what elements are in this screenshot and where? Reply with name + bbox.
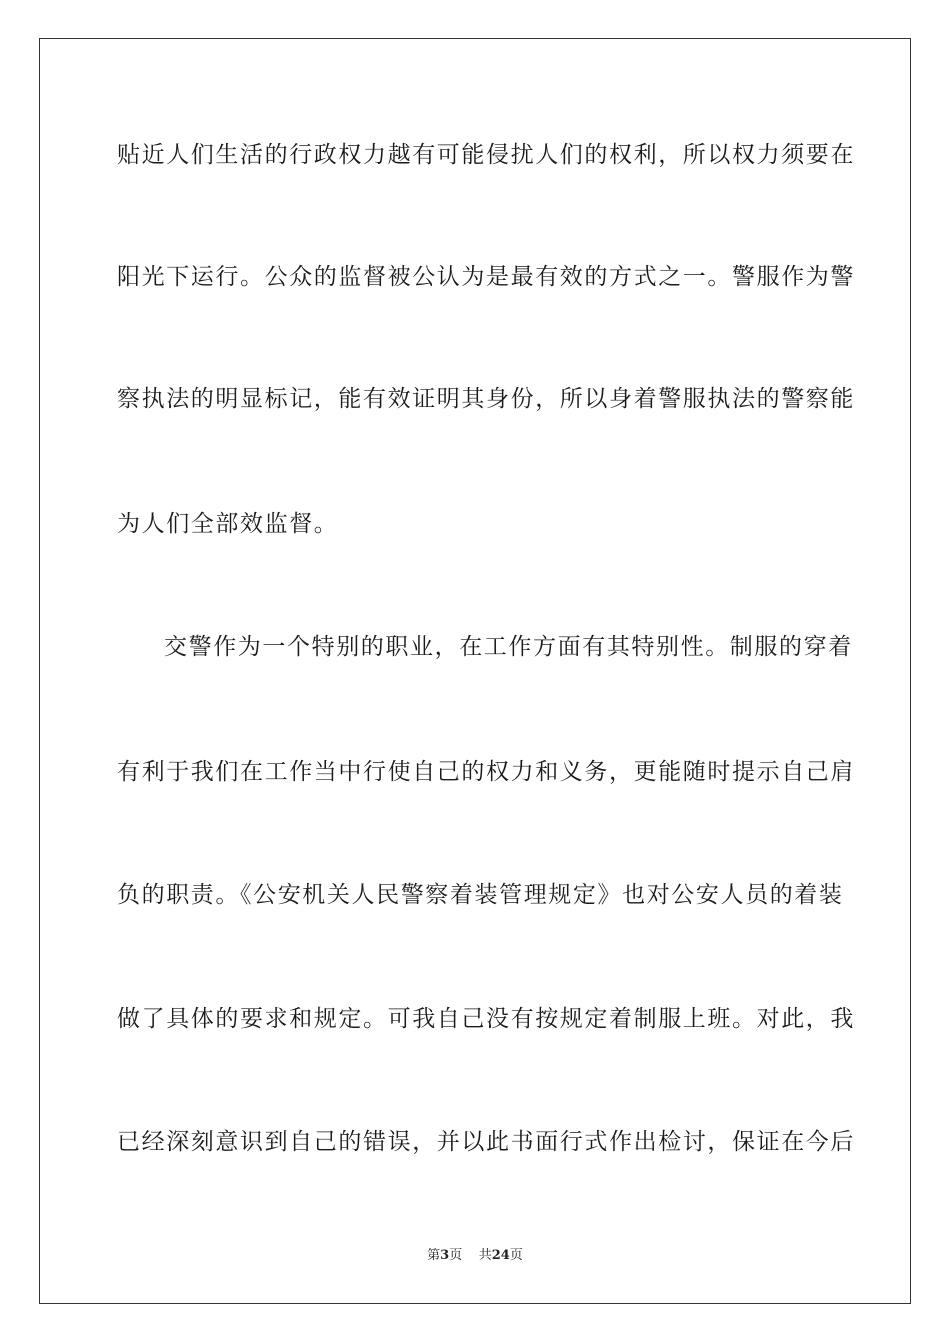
body-line-2: 阳光下运行。公众的监督被公认为是最有效的方式之一。警服作为警 [117,264,855,290]
body-line-5-paragraph-start: 交警作为一个特别的职业，在工作方面有其特别性。制服的穿着 [164,634,853,660]
body-line-3: 察执法的明显标记，能有效证明其身份，所以身着警服执法的警察能 [117,386,855,412]
footer-total-prefix: 共 [478,1248,492,1263]
footer-page-total: 24 [491,1248,510,1263]
body-line-6: 有利于我们在工作当中行使自己的权力和义务，更能随时提示自己肩 [117,759,855,785]
body-line-9: 已经深刻意识到自己的错误，并以此书面行式作出检讨，保证在今后 [117,1129,855,1155]
footer-page-current: 3 [440,1248,450,1263]
body-line-1: 贴近人们生活的行政权力越有可能侵扰人们的权利，所以权力须要在 [117,142,855,168]
page-footer [0,1246,950,1266]
body-line-8: 做了具体的要求和规定。可我自己没有按规定着制服上班。对此，我 [117,1006,855,1032]
body-line-4: 为人们全部效监督。 [117,511,339,537]
footer-page-suffix: 页 [449,1248,463,1263]
page-border [39,38,911,1304]
footer-page-prefix: 第 [427,1248,441,1263]
body-line-7: 负的职责。《公安机关人民警察着装管理规定》也对公安人员的着装 [117,882,844,908]
footer-total-suffix: 页 [509,1248,523,1263]
